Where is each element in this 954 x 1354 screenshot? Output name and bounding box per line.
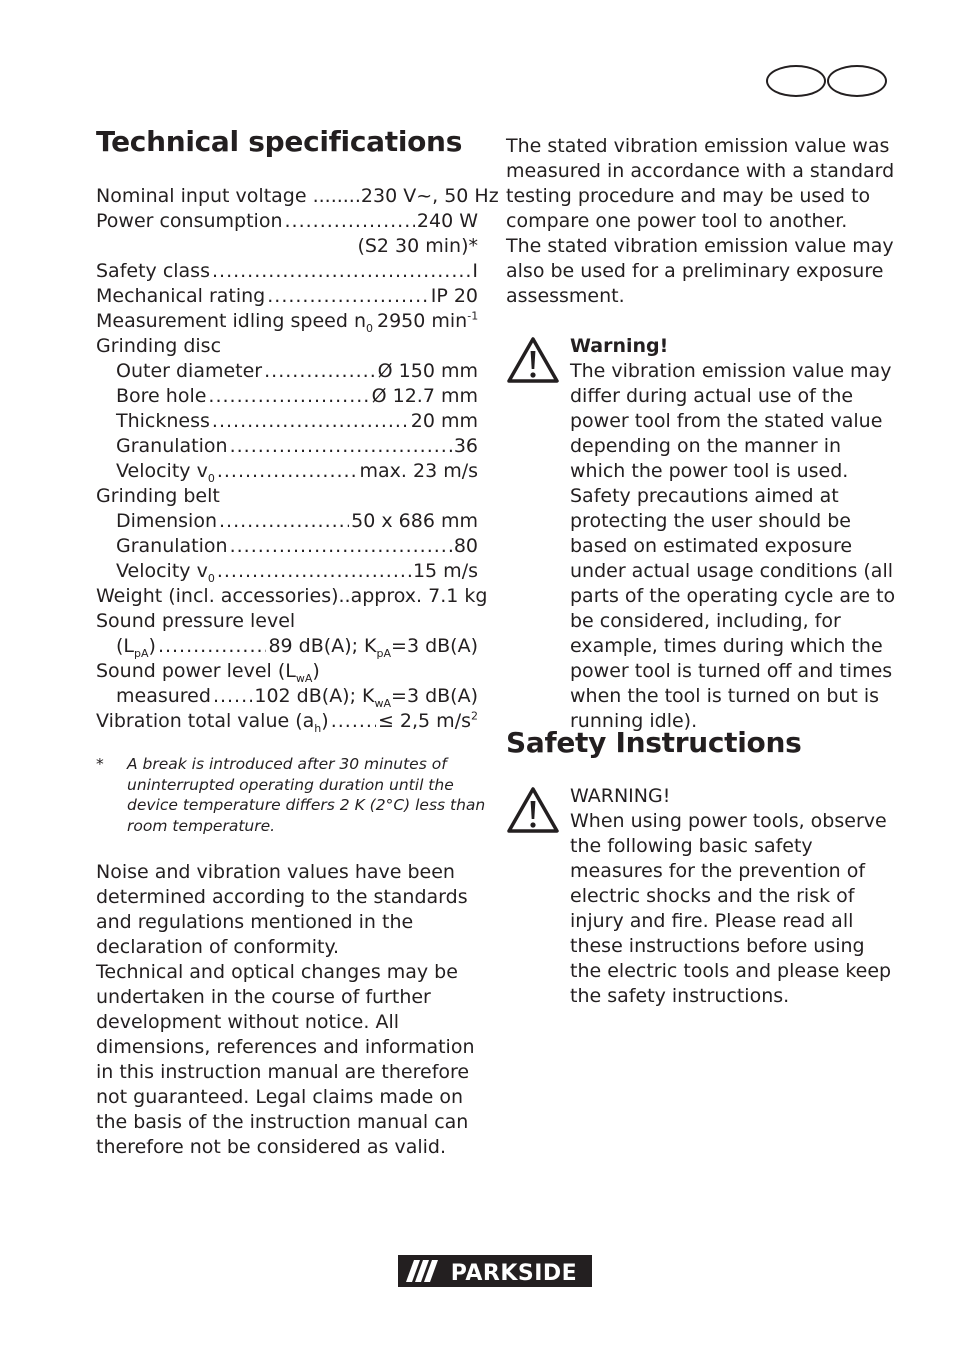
svg-text:PARKSIDE: PARKSIDE bbox=[450, 1261, 578, 1286]
spec-heading-grinding-belt: Grinding belt bbox=[96, 485, 220, 507]
spec-row-weight: Weight (incl. accessories).. approx. 7.1 kg bbox=[96, 585, 488, 607]
noise-vibration-paragraph bbox=[96, 860, 482, 1160]
spec-row-disc-granulation: Granulation ..... 36 bbox=[96, 434, 478, 459]
language-badge-left bbox=[766, 65, 826, 97]
spec-power-note: (S2 30 min)* bbox=[357, 235, 478, 257]
spec-row-thickness: Thickness ..... 20 mm bbox=[96, 409, 478, 434]
spec-row-vibration: Vibration total value $(a_h)$ ..... ≤ 2,5 $m/s^2$ bbox=[96, 709, 478, 734]
spec-row-disc-velocity: Velocity $v_0$ ..... max. 23 m/s bbox=[96, 459, 478, 484]
spec-row-sound-pressure: $(L_{pA})$ ..... 89 dB(A); $K_{pA}=3$ dB(A) bbox=[96, 634, 478, 659]
language-badge-right bbox=[827, 65, 887, 97]
spec-heading-sound-pressure: Sound pressure level bbox=[96, 610, 296, 632]
warning-triangle-icon bbox=[506, 336, 560, 384]
vibration-warning-text-1: The vibration emission value may differ during actual use of the power tool from the stated value depending on the manner in which the power tool is used. bbox=[570, 360, 892, 482]
vibration-warning-text-2: Safety precautions aimed at protecting the user should be based on estimated exposure under actual usage conditions (all parts of the operating cycle are to be considered, including, for example, times during which the power tool is turned off and times when the tool is turned on but is running idle). bbox=[570, 485, 896, 732]
spec-heading-sound-power: Sound power level $(L_{wA})$ bbox=[96, 660, 320, 685]
vibration-para-2: The stated vibration emission value may also be used for a preliminary exposure assessment. bbox=[506, 235, 894, 307]
noise-para-2: Technical and optical changes may be undertaken in the course of further development without notice. All dimensions, references and information in this instruction manual are therefore not guaranteed. Legal claims made on the basis of the instruction manual can therefore not be considered as valid. bbox=[96, 961, 475, 1158]
spec-row-outer-diameter: Outer diameter ..... Ø 150 mm bbox=[96, 359, 478, 384]
spec-row-nominal: Nominal input voltage ........ 230 V~, 50 Hz bbox=[96, 185, 499, 207]
spec-list bbox=[96, 184, 499, 735]
technical-specifications-heading: Technical specifications bbox=[96, 125, 463, 158]
spec-row-safety-class: Safety class ..... I bbox=[96, 259, 478, 284]
vibration-warning-title: Warning! bbox=[570, 335, 669, 357]
parkside-logo bbox=[398, 1255, 592, 1287]
spec-row-power: Power consumption ..... 240 W bbox=[96, 209, 478, 234]
spec-row-idle-speed: Measurement idling speed $n_0$ 2950 $\min^{-1}$ bbox=[96, 309, 479, 335]
spec-row-mechanical: Mechanical rating ..... IP 20 bbox=[96, 284, 478, 309]
spec-row-belt-velocity: Velocity $v_0$ ..... 15 m/s bbox=[96, 559, 478, 584]
warning-triangle-icon bbox=[506, 786, 560, 834]
spec-row-bore-hole: Bore hole ..... Ø 12.7 mm bbox=[96, 384, 478, 409]
noise-para-1: Noise and vibration values have been determined according to the standards and regulations mentioned in the declaration of conformity. bbox=[96, 861, 468, 958]
spec-heading-grinding-disc: Grinding disc bbox=[96, 335, 222, 357]
vibration-para-1: The stated vibration emission value was measured in accordance with a standard testing procedure and may be used to compare one power tool to another. bbox=[506, 135, 895, 232]
spec-row-belt-dimension: Dimension ..... 50 x 686 mm bbox=[96, 509, 478, 534]
vibration-warning-block bbox=[506, 334, 896, 734]
spec-row-belt-granulation: Granulation ..... 80 bbox=[96, 534, 478, 559]
spec-footnote: * A break is introduced after 30 minutes of uninterrupted operating duration until the device temperature differs 2 K (2°C) less than room temperature. bbox=[96, 755, 486, 835]
safety-instructions-heading: Safety Instructions bbox=[506, 726, 802, 759]
spec-row-sound-power: measured ..... 102 dB(A); $K_{wA}=3$ dB(A) bbox=[96, 684, 478, 709]
vibration-emission-paragraph bbox=[506, 134, 896, 309]
safety-warning-title: WARNING! bbox=[570, 785, 671, 807]
safety-warning-block bbox=[506, 784, 896, 1009]
language-badges bbox=[766, 65, 890, 99]
safety-warning-text: When using power tools, observe the following basic safety measures for the prevention of electric shocks and the risk of injury and fire. Please read all these instructions before using the electric tools and please keep the safety instructions. bbox=[570, 810, 892, 1007]
